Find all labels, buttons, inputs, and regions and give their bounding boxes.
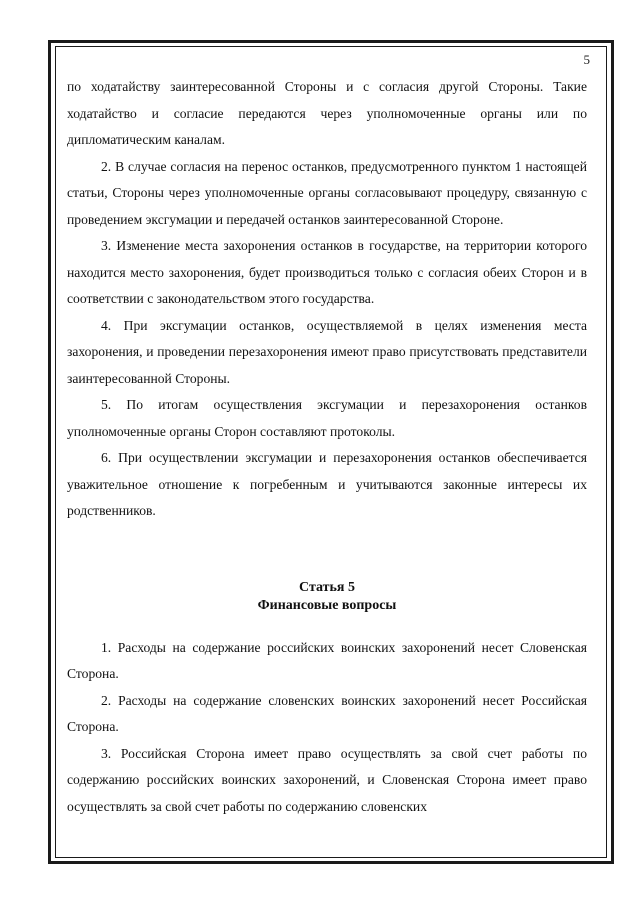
paragraph: по ходатайству заинтересованной Стороны и с согласия другой Стороны. Такие ходатайство и согласие передаются через уполномоченные органы или по дипломатическим каналам.: [67, 79, 587, 147]
paragraph: 6. При осуществлении эксгумации и перезахоронения останков обеспечивается уважительное отношение к погребенным и учитываются законные интересы их родственников.: [67, 450, 587, 518]
paragraph: 2. В случае согласия на перенос останков, предусмотренного пунктом 1 настоящей статьи, Стороны через уполномоченные органы согласовывают процедуру, связанную с проведением эксгумации и передачей останков заинтересованной Стороне.: [67, 158, 587, 227]
paragraph: 3. Изменение места захоронения останков в государстве, на территории которого находится место захоронения, будет производиться только с согласия обеих Сторон и в соответствии с законодательством этого государства.: [67, 238, 587, 306]
paragraph: 1. Расходы на содержание российских воинских захоронений несет Словенская Сторона.: [67, 639, 587, 681]
paragraph: 3. Российская Сторона имеет право осуществлять за свой счет работы по содержанию российских воинских захоронений, и Словенская Сторона имеет право осуществлять за свой счет работы по содержанию словенских: [67, 745, 587, 814]
article-heading: [67, 579, 587, 615]
paragraph: 4. При эксгумации останков, осуществляемой в целях изменения места захоронения, и проведении перезахоронения имеют право присутствовать представители заинтересованной Стороны.: [67, 317, 587, 386]
paragraph: 5. По итогам осуществления эксгумации и перезахоронения останков уполномоченные органы Сторон составляют протоколы.: [67, 397, 587, 439]
document-body: [67, 74, 587, 820]
paragraph: 2. Расходы на содержание словенских воинских захоронений несет Российская Сторона.: [67, 692, 587, 734]
paragraphs-top: [67, 74, 587, 525]
article-number: Статья 5: [299, 579, 355, 595]
article-title: Финансовые вопросы: [257, 597, 397, 613]
page-number: 5: [583, 52, 590, 67]
paragraphs-bottom: [67, 635, 587, 821]
